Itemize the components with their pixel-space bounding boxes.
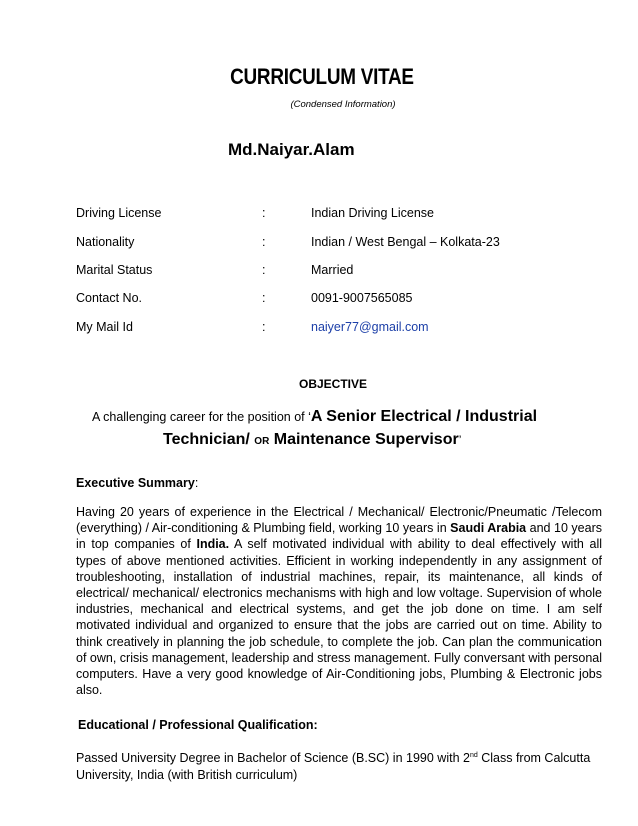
objective-position-c: Maintenance Supervisor [273, 431, 459, 448]
info-colon: : [262, 206, 266, 220]
info-label: Marital Status [76, 263, 153, 277]
document-subtitle: (Condensed Information) [290, 99, 396, 110]
objective-intro: A challenging career for the position of ‘ [92, 410, 311, 424]
info-row-mail-id [76, 320, 616, 338]
executive-summary-text [76, 504, 602, 698]
info-row-contact-no [76, 291, 616, 309]
summary-part-3: A self motivated individual with ability to deal effectively with all types of above mentioned activities. Efficient in working independently in any assignment of troubleshooting, installation of industrial machines, repair, its maintenance, all kinds of electrical/ mechanical/ electronics mechanisms with high and low voltage. Supervision of whole industries, mechanical and electrical systems, and get the job done on time. I am self motivated individual and organized to ensure that the jobs are carried out on time. Ability to think creatively in planning the job schedule, to complete the job. Can plan the communication of own, crisis management, leadership and stress management. Fully conversant with personal computers. Have a very good knowledge of Air-Conditioning jobs, Plumbing & Electronic jobs also. [76, 537, 602, 698]
objective-line-1 [92, 408, 537, 426]
info-label: Driving License [76, 206, 162, 220]
candidate-name: Md.Naiyar.Alam [228, 140, 355, 159]
objective-heading: OBJECTIVE [298, 377, 367, 391]
email-link[interactable]: naiyer77@gmail.com [311, 320, 429, 334]
info-row-driving-license [76, 206, 616, 224]
info-value: Indian Driving License [311, 206, 434, 220]
executive-summary-colon: : [194, 476, 199, 490]
summary-part-2: and 10 years in top companies of [76, 521, 602, 552]
education-part-2: Class from Calcutta University, India (with British curriculum) [76, 751, 591, 782]
info-value: Married [311, 263, 354, 277]
summary-bold-saudi-arabia: Saudi Arabia [450, 521, 527, 536]
summary-part-1: Having 20 years of experience in the Electrical / Mechanical/ Electronic/Pneumatic /Telecom (everything) / Air-conditioning & Plumbing field, working 10 years in [76, 505, 602, 536]
executive-summary-heading [76, 476, 198, 490]
education-text [76, 748, 602, 783]
info-label: Contact No. [76, 291, 143, 305]
info-colon: : [262, 235, 266, 249]
summary-bold-india: India. [196, 537, 230, 552]
info-colon: : [262, 320, 266, 334]
objective-position-a: A Senior Electrical / Industrial [310, 408, 538, 425]
education-part-1: Passed University Degree in Bachelor of Science (B.SC) in 1990 with 2 [76, 751, 470, 766]
info-colon: : [262, 263, 266, 277]
info-label: My Mail Id [76, 320, 133, 334]
objective-line-2 [163, 431, 461, 449]
info-label: Nationality [76, 235, 135, 249]
objective-or: OR [254, 436, 270, 447]
info-colon: : [262, 291, 266, 305]
info-row-marital-status [76, 263, 616, 281]
objective-closing-quote: ’ [458, 433, 462, 447]
executive-summary-title: Executive Summary [76, 476, 195, 490]
document-title: CURRICULUM VITAE [230, 64, 414, 89]
info-value: Indian / West Bengal – Kolkata-23 [311, 235, 500, 249]
education-heading: Educational / Professional Qualification: [78, 718, 318, 732]
info-value: 0091-9007565085 [311, 291, 413, 305]
info-row-nationality [76, 235, 616, 253]
education-superscript: nd [469, 752, 478, 759]
objective-position-b: Technician/ [163, 431, 250, 448]
